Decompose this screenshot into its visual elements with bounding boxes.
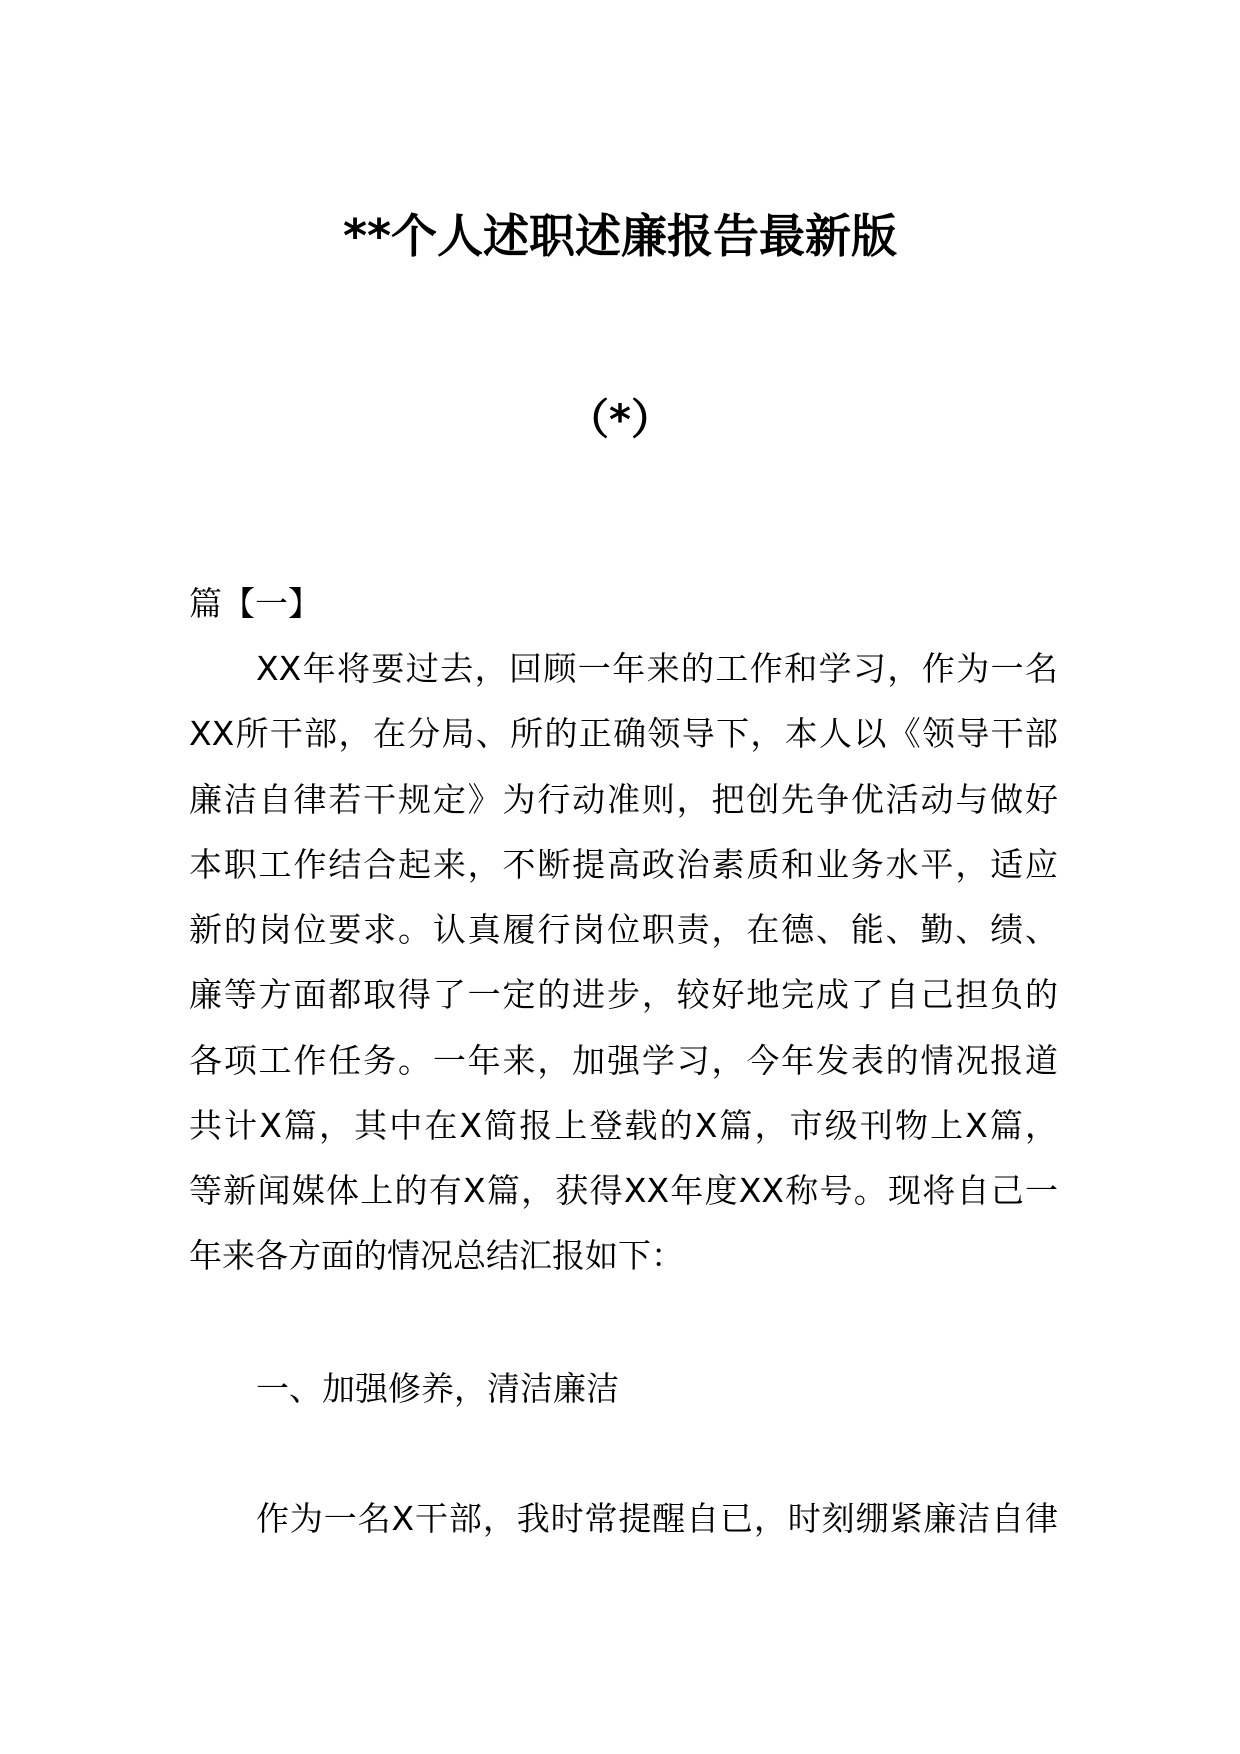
paragraph-line: XX年将要过去，回顾一年来的工作和学习，作为一名 xyxy=(256,649,1058,688)
paragraph-line: 各项工作任务。一年来，加强学习，今年发表的情况报道 xyxy=(189,1041,1058,1080)
paragraph-line: 作为一名X干部，我时常提醒自已，时刻绷紧廉洁自律 xyxy=(256,1499,1058,1538)
paragraph-line: 本职工作结合起来，不断提高政治素质和业务水平，适应 xyxy=(189,845,1058,884)
paragraph-line: 廉等方面都取得了一定的进步，较好地完成了自己担负的 xyxy=(189,975,1058,1014)
paragraph-line: 年来各方面的情况总结汇报如下： xyxy=(189,1236,684,1275)
paragraph-line: 等新闻媒体上的有X篇，获得XX年度XX称号。现将自己一 xyxy=(189,1171,1058,1210)
paragraph-line: 新的岗位要求。认真履行岗位职责，在德、能、勤、绩、 xyxy=(189,910,1058,949)
section-heading: 一、加强修养，清洁廉洁 xyxy=(256,1369,619,1408)
document-subtitle: （*） xyxy=(567,395,673,444)
document-title: **个人述职述廉报告最新版 xyxy=(342,209,898,263)
paragraph-line: 廉洁自律若干规定》为行动准则，把创先争优活动与做好 xyxy=(189,780,1058,819)
section-label: 篇【一】 xyxy=(189,584,321,623)
paragraph-line: 共计X篇，其中在X简报上登载的X篇，市级刊物上X篇， xyxy=(189,1106,1058,1145)
paragraph-line: XX所干部，在分局、所的正确领导下，本人以《领导干部 xyxy=(189,714,1058,753)
